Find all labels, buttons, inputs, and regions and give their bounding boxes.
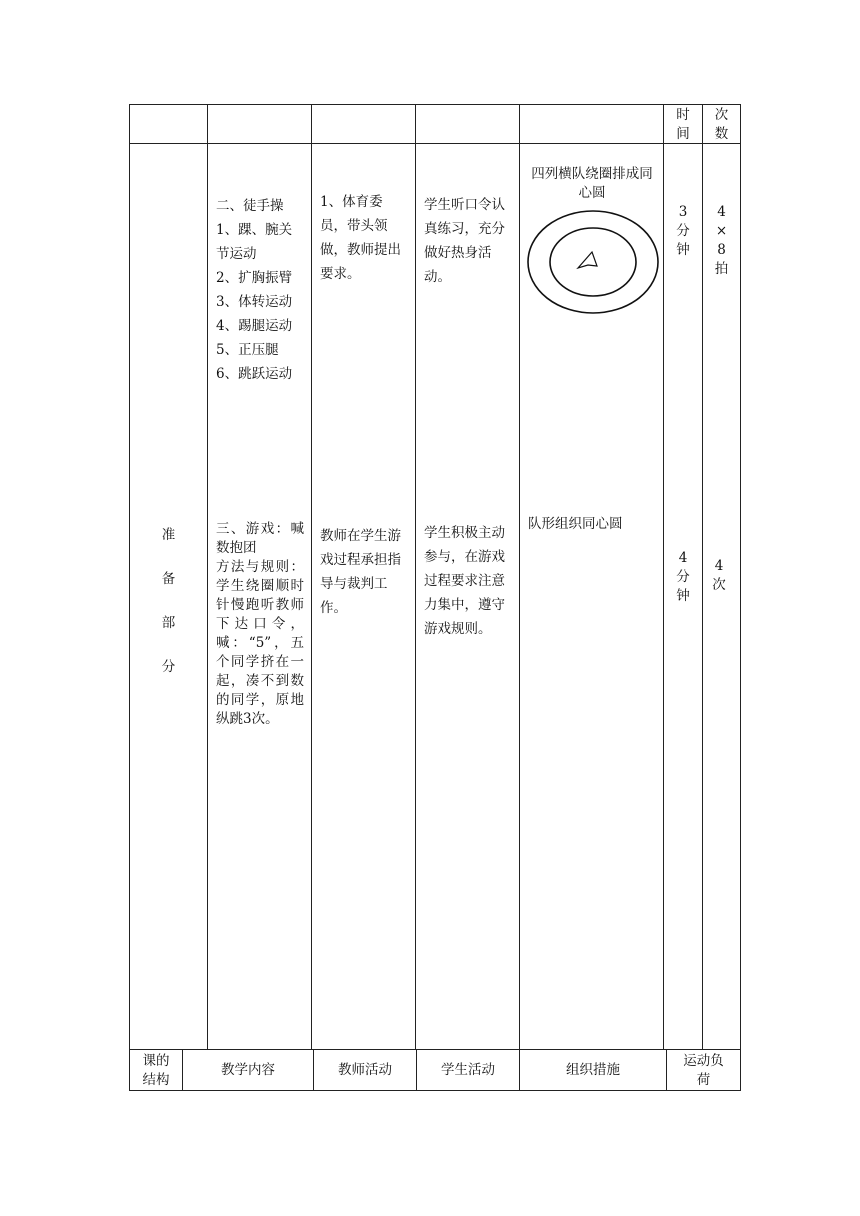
footer-content: 教学内容 [221,1062,275,1078]
game-content: 三、游戏：喊数抱团 方法与规则：学生绕圈顺时针慢跑听教师下达口令，喊：“5”，五个同学挤在一起，凑不到数的同学，原地纵跳3次。 [216,521,304,727]
outer-circle [528,211,658,313]
game-student-activity: 学生积极主动参与，在游戏过程要求注意力集中，遵守游戏规则。 [424,525,505,637]
exercise-organization: 四列横队绕圈排成同心圆 [531,166,653,201]
table-top-border [129,104,741,105]
count-header: 次 数 [714,107,729,142]
footer-student: 学生活动 [441,1062,495,1078]
game-teacher-activity: 教师在学生游戏过程承担指导与裁判工作。 [320,528,401,616]
exercise-count: 4 × 8 拍 [714,204,729,277]
footer-organization: 组织措施 [566,1062,620,1078]
col-divider-2 [311,104,312,1050]
table-right-border [740,104,741,1091]
exercise-teacher-activity: 1、体育委员，带头领做，教师提出要求。 [320,194,401,282]
game-count: 4 次 [712,558,726,593]
exercise-content: 二、徒手操 1、踝、腕关节运动 2、扩胸振臂 3、体转运动 4、踢腿运动 5、正压腿 6、跳跃运动 [216,198,293,382]
concentric-circle-diagram [526,208,660,316]
footer-teacher: 教师活动 [338,1062,392,1078]
time-header: 时 间 [676,107,690,142]
inner-circle [550,228,636,296]
footer-row-top-border [129,1049,741,1050]
game-time: 4 分 钟 [676,550,690,604]
table-bottom-border [129,1090,741,1091]
teacher-triangle-icon [578,252,597,268]
col-divider-3 [415,104,416,1050]
section-label-prep: 准 备 部 分 [161,527,176,675]
header-row-divider [129,143,741,144]
col-divider-4 [519,104,520,1050]
col-divider-1 [207,104,208,1050]
game-organization: 队形组织同心圆 [528,516,623,532]
exercise-student-activity: 学生听口令认真练习，充分做好热身活动。 [424,197,505,285]
exercise-time: 3 分 钟 [676,204,690,258]
footer-load: 运动负 荷 [683,1053,724,1088]
footer-structure: 课的 结构 [142,1053,170,1088]
